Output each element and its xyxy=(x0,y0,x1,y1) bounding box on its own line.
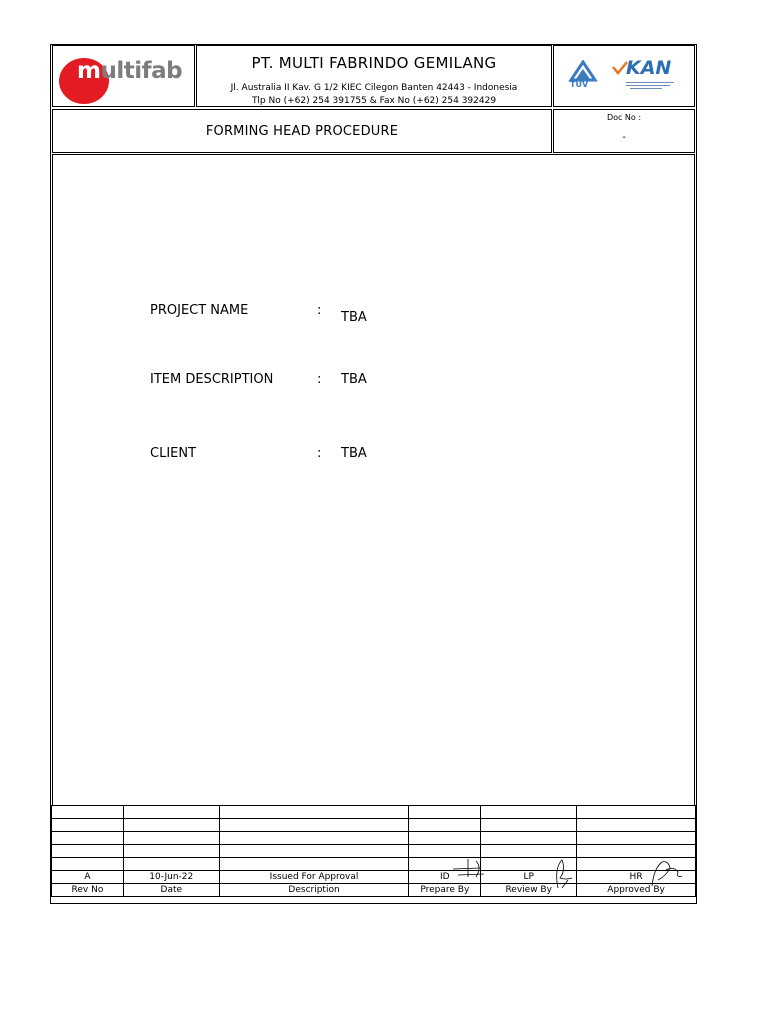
revision-table xyxy=(51,805,696,897)
doc-title-cell xyxy=(52,109,552,153)
field-project-name-value: TBA xyxy=(341,310,367,325)
doc-no-value: - xyxy=(622,132,626,143)
col-review-by: Review By xyxy=(481,884,577,897)
col-rev-no: Rev No xyxy=(52,884,124,897)
rev-description: Issued For Approval xyxy=(219,871,409,884)
signature-prepare xyxy=(450,857,490,879)
doc-no-label: Doc No : xyxy=(606,113,642,122)
kan-subtext-lines xyxy=(626,80,674,90)
doc-title: FORMING HEAD PROCEDURE xyxy=(205,123,399,139)
signature-approved xyxy=(648,858,686,888)
field-item-description-value: TBA xyxy=(341,372,367,387)
logo-cell xyxy=(52,45,195,107)
revision-empty-row xyxy=(52,845,696,858)
rev-prepare-by: ID xyxy=(409,871,481,884)
field-client-label: CLIENT xyxy=(150,446,197,461)
signature-review xyxy=(552,858,576,890)
field-item-description-colon: : xyxy=(317,372,322,387)
revision-row xyxy=(52,871,696,884)
field-project-name-colon: : xyxy=(317,303,322,318)
company-name: PT. MULTI FABRINDO GEMILANG xyxy=(251,54,497,72)
certification-cell xyxy=(553,45,695,107)
company-cell xyxy=(196,45,552,107)
field-item-description-label: ITEM DESCRIPTION xyxy=(150,372,274,387)
col-date: Date xyxy=(123,884,219,897)
revision-empty-row xyxy=(52,858,696,871)
rev-review-by: LP xyxy=(481,871,577,884)
revision-empty-row xyxy=(52,832,696,845)
revision-header-row xyxy=(52,884,696,897)
rev-approved-by: HR xyxy=(577,871,696,884)
doc-no-cell xyxy=(553,109,695,153)
tuv-text: TÜV xyxy=(570,80,589,89)
company-address xyxy=(197,82,551,108)
revision-empty-row xyxy=(52,806,696,819)
revision-empty-row xyxy=(52,819,696,832)
col-approved-by: Approved By xyxy=(577,884,696,897)
address-line-1: Jl. Australia II Kav. G 1/2 KIEC Cilegon Banten 42443 - Indonesia xyxy=(230,83,518,93)
rev-date: 10-Jun-22 xyxy=(123,871,219,884)
field-project-name-label: PROJECT NAME xyxy=(150,303,249,318)
rev-no: A xyxy=(52,871,124,884)
field-client-colon: : xyxy=(317,446,322,461)
address-line-2: Tlp No (+62) 254 391755 & Fax No (+62) 254 392429 xyxy=(251,96,497,106)
multifab-logo: multifab xyxy=(77,58,183,84)
col-description: Description xyxy=(219,884,409,897)
field-client-value: TBA xyxy=(341,446,367,461)
body-frame xyxy=(52,154,695,806)
kan-text: KAN xyxy=(626,57,672,79)
col-prepare-by: Prepare By xyxy=(409,884,481,897)
